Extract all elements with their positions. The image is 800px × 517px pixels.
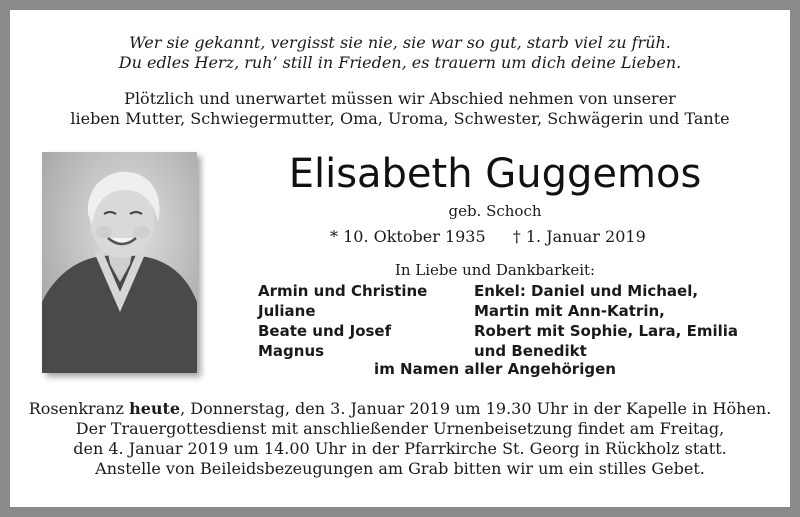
maiden-name: geb. Schoch xyxy=(448,202,542,220)
mourners-left-column xyxy=(258,281,427,361)
mourner-name: Armin und Christine xyxy=(258,282,428,300)
poem-line-2: Du edles Herz, ruh’ still in Frieden, es trauern um dich deine Lieben. xyxy=(118,53,682,72)
mourner-name: Martin mit Ann-Katrin, xyxy=(474,302,665,320)
rosary-text-end: , Donnerstag, den 3. Januar 2019 um 19.30 Uhr in der Kapelle in Höhen. xyxy=(180,399,772,418)
funeral-service-line-2: den 4. Januar 2019 um 14.00 Uhr in der Pfarrkirche St. Georg in Rückholz statt. xyxy=(73,439,727,458)
poem-line-1: Wer sie gekannt, vergisst sie nie, sie war so gut, starb viel zu früh. xyxy=(129,33,671,52)
rosary-today: heute xyxy=(129,399,181,418)
intro-line-2: lieben Mutter, Schwiegermutter, Oma, Uroma, Schwester, Schwägerin und Tante xyxy=(70,109,730,128)
condolence-note: Anstelle von Beileidsbezeugungen am Grab bitten wir um ein stilles Gebet. xyxy=(95,459,705,478)
memorial-poem xyxy=(10,33,790,73)
mourner-name: und Benedikt xyxy=(474,342,587,360)
funeral-service-line-1: Der Trauergottesdienst mit anschließender Urnenbeisetzung findet am Freitag, xyxy=(75,419,725,438)
mourner-name: Beate und Josef xyxy=(258,322,392,340)
rosary-text-start: Rosenkranz xyxy=(28,399,130,418)
life-dates xyxy=(330,227,646,247)
mourner-name: Magnus xyxy=(258,342,325,360)
mourner-name: Juliane xyxy=(258,302,316,320)
deceased-name: Elisabeth Guggemos xyxy=(288,151,702,197)
rosary-line xyxy=(10,399,790,419)
mourners-signoff: im Namen aller Angehörigen xyxy=(374,360,616,378)
birth-date: * 10. Oktober 1935 xyxy=(330,227,486,246)
mourners-right-column xyxy=(474,281,738,361)
mourners-heading: In Liebe und Dankbarkeit: xyxy=(394,261,596,279)
portrait-photo xyxy=(42,152,197,373)
announcement-intro xyxy=(10,89,790,129)
mourner-name: Enkel: Daniel und Michael, xyxy=(474,282,699,300)
service-details xyxy=(10,399,790,479)
death-date: † 1. Januar 2019 xyxy=(512,227,646,246)
mourner-name: Robert mit Sophie, Lara, Emilia xyxy=(474,322,739,340)
intro-line-1: Plötzlich und unerwartet müssen wir Abschied nehmen von unserer xyxy=(124,89,676,108)
